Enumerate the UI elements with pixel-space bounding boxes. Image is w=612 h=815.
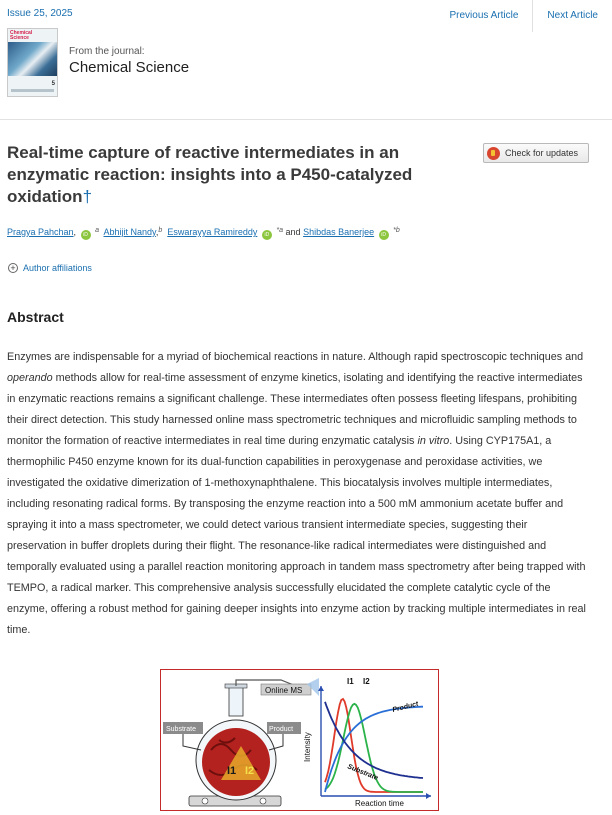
issue-label[interactable]: Issue 25, 2025 bbox=[7, 8, 73, 19]
affiliation-superscript: b bbox=[158, 227, 163, 234]
orcid-icon[interactable]: iD bbox=[379, 230, 389, 240]
check-for-updates-button[interactable] bbox=[483, 143, 589, 163]
author-affiliations-label: Author affiliations bbox=[23, 263, 92, 273]
plate-knob bbox=[202, 798, 208, 804]
header-divider bbox=[0, 119, 612, 120]
orcid-icon[interactable]: iD bbox=[262, 230, 272, 240]
product-curve-label: Product bbox=[391, 700, 420, 714]
i1-curve-label: I1 bbox=[347, 677, 354, 686]
i1-label: I1 bbox=[227, 765, 237, 777]
affiliation-superscript: *b bbox=[393, 227, 400, 234]
plus-circle-icon: + bbox=[8, 263, 18, 273]
abstract-text: Enzymes are indispensable for a myriad of biochemical reactions in nature. Although rapid spectroscopic techniques and operando methods allow for real-time assessment of enzyme kinetics, isolating and identifying the reactive intermediates in enzymatic reactions remains a significant challenge. These intermediates often possess fleeting lifespans, prohibiting their direct detection. This study harnessed online mass spectrometric techniques and microfluidic sampling methods to monitor the formation of reactive intermediates in real time during enzymatic catalysis in vitro. Using CYP175A1, a thermophilic P450 enzyme known for its dual-function capabilities in peroxygenase and peroxidase activities, we investigated the oxidative dimerization of 1-methoxynaphthalene. This biocatalysis involves multiple intermediates, including resonating radical forms. By transposing the enzyme reaction into a 500 mM ammonium acetate buffer and spraying it into a mass spectrometer, we could detect various transient intermediate species, suggesting their preservation in buffer droplets during their flight. The resonance-like radical intermediates were distinguished and temporally evaluated using a parallel reaction monitoring approach in tandem mass spectrometry after being trapped with TEMPO, a radical marker. This comprehensive analysis successfully elucidated the complete catalytic cycle of the enzyme, offering a robust method for gaining deeper insights into enzyme action by tracking multiple intermediates in real time. bbox=[7, 351, 586, 636]
cover-footer-bar bbox=[11, 89, 54, 92]
online-ms-label: Online MS bbox=[265, 686, 303, 695]
substrate-curve bbox=[325, 702, 423, 778]
substrate-box-label: Substrate bbox=[166, 726, 196, 733]
affiliation-superscript: a bbox=[95, 227, 99, 234]
crossmark-icon bbox=[487, 147, 500, 160]
journal-cover-image[interactable] bbox=[7, 28, 58, 97]
author-link[interactable]: Eswarayya Ramireddy bbox=[167, 227, 258, 237]
cover-artwork bbox=[8, 42, 57, 76]
x-axis-arrow bbox=[426, 793, 431, 799]
cover-title: Chemical Science bbox=[10, 30, 33, 41]
author-link[interactable]: Shibdas Banerjee bbox=[303, 227, 375, 237]
plate-knob bbox=[260, 798, 266, 804]
author-list: Pragya Pahchan, iD $^a$ Abhijit Nandy,$^b$ Eswarayya Ramireddy iD $^{*a}$ and Shibdas Banerjee iD $^{*b}$ bbox=[7, 227, 400, 238]
graphical-abstract-svg bbox=[161, 670, 437, 809]
footnote-dagger-link[interactable]: † bbox=[82, 187, 93, 206]
i2-label: I2 bbox=[245, 765, 255, 777]
author-link[interactable]: Pragya Pahchan bbox=[7, 227, 74, 237]
article-nav bbox=[436, 0, 612, 32]
orcid-icon[interactable]: iD bbox=[81, 230, 91, 240]
substrate-curve-label: Substrate bbox=[346, 763, 379, 782]
product-box-label: Product bbox=[269, 726, 294, 733]
author-link[interactable]: Abhijit Nandy bbox=[103, 227, 156, 237]
affiliation-superscript: *a bbox=[276, 227, 283, 234]
from-journal-label: From the journal: bbox=[69, 46, 145, 57]
article-title bbox=[7, 142, 467, 208]
abstract-heading: Abstract bbox=[7, 309, 64, 325]
authors-and: and bbox=[285, 227, 301, 237]
flask-neck bbox=[229, 686, 243, 716]
previous-article-link[interactable]: Previous Article bbox=[449, 10, 519, 21]
author-affiliations-toggle[interactable] bbox=[8, 263, 92, 273]
i2-curve-label: I2 bbox=[363, 677, 370, 686]
graphical-abstract[interactable] bbox=[160, 669, 439, 811]
y-axis-label: Intensity bbox=[303, 732, 312, 762]
article-title-text: Real-time capture of reactive intermediates in an enzymatic reaction: insights into a P450-catalyzed oxidation bbox=[7, 143, 413, 206]
next-article-link[interactable]: Next Article bbox=[547, 10, 598, 21]
journal-name-link[interactable]: Chemical Science bbox=[69, 59, 190, 76]
cover-number: 5 bbox=[51, 81, 55, 87]
x-axis-label: Reaction time bbox=[355, 799, 404, 808]
check-for-updates-label: Check for updates bbox=[505, 148, 579, 158]
